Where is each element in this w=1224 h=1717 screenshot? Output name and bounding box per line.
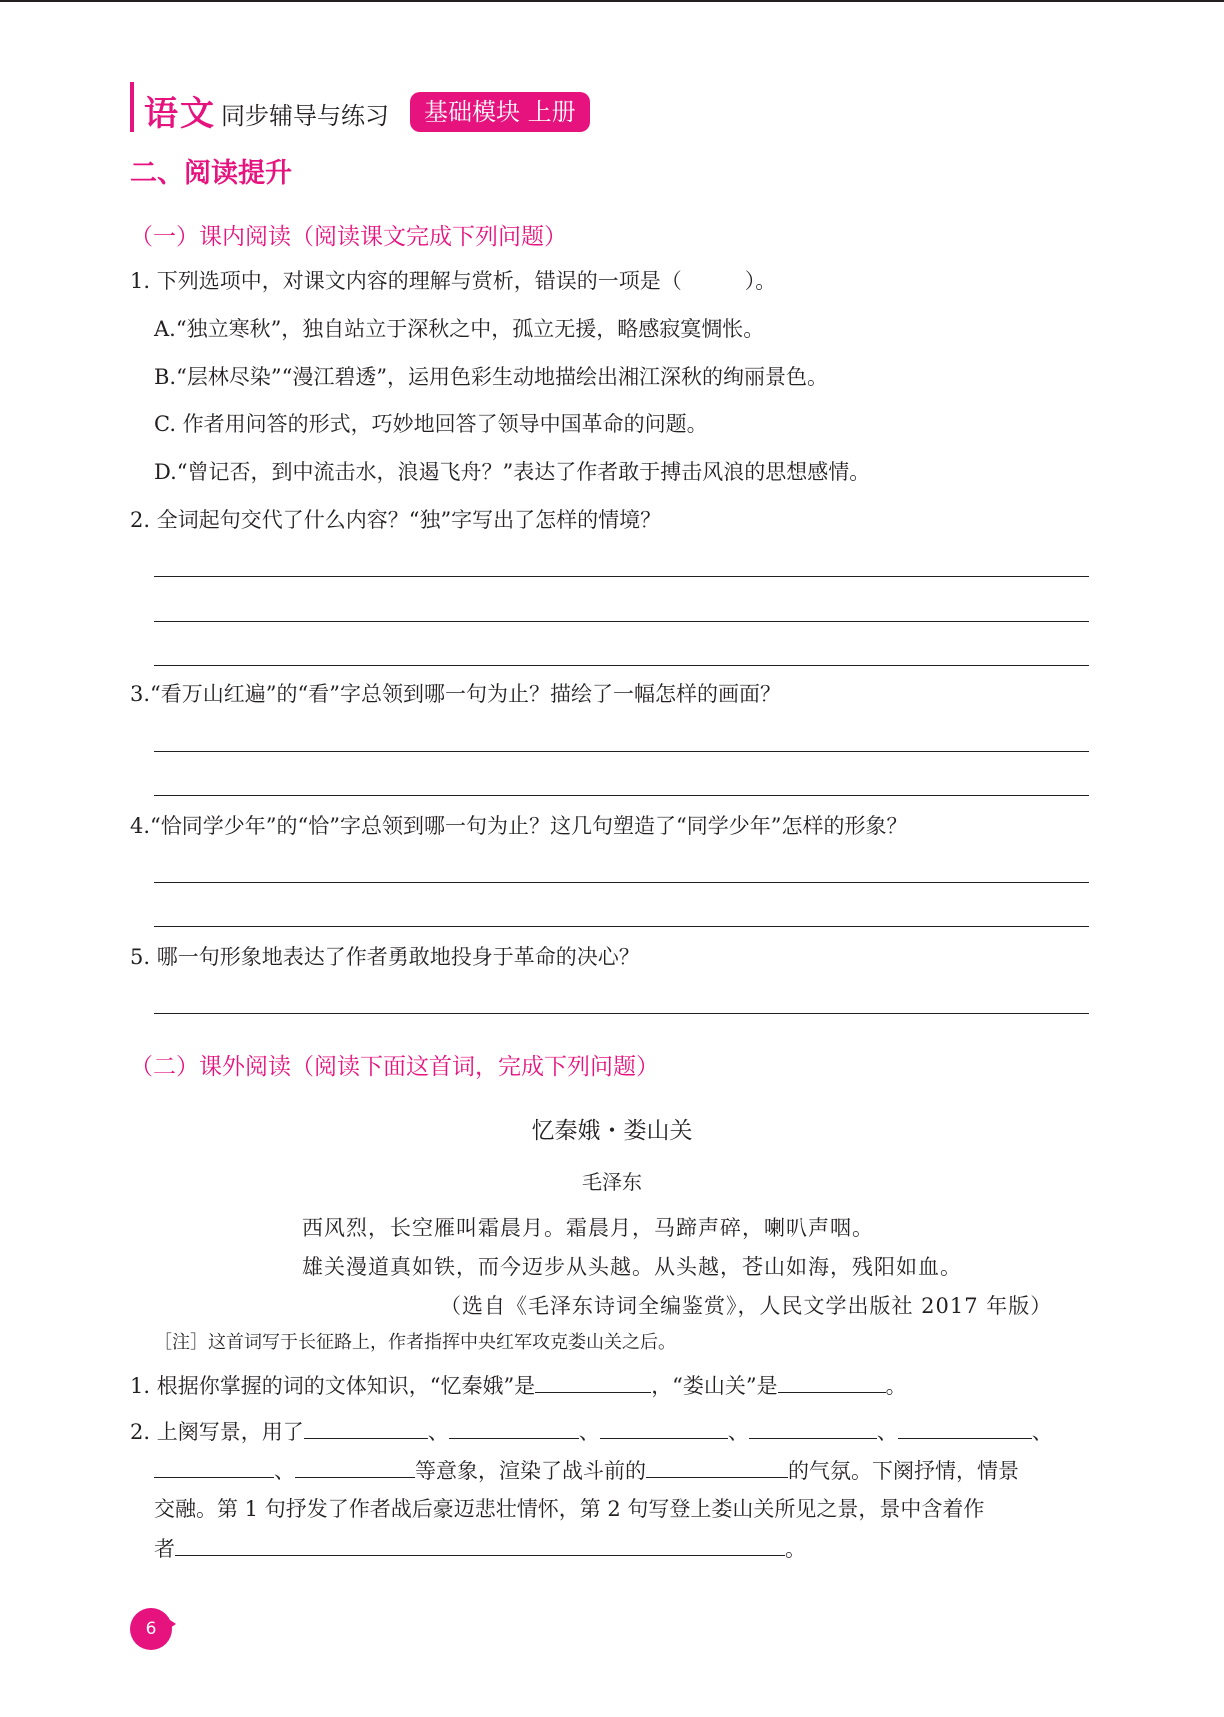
fill-blank[interactable] bbox=[600, 1416, 728, 1439]
answer-line[interactable] bbox=[154, 576, 1089, 577]
part1-q1-option-d: D.“曾记否，到中流击水，浪遏飞舟？”表达了作者敢于搏击风浪的思想感情。 bbox=[154, 460, 871, 484]
fill-blank[interactable] bbox=[646, 1455, 788, 1478]
fill-blank[interactable] bbox=[449, 1416, 579, 1439]
separator: 、 bbox=[1031, 1420, 1053, 1444]
part1-q5: 5. 哪一句形象地表达了作者勇敢地投身于革命的决心？ bbox=[130, 945, 640, 969]
header-badge: 基础模块 上册 bbox=[410, 92, 590, 132]
part2-q1-text-b: ，“娄山关”是 bbox=[651, 1374, 778, 1398]
part1-q1-option-b: B.“层林尽染”“漫江碧透”，运用色彩生动地描绘出湘江深秋的绚丽景色。 bbox=[154, 365, 829, 389]
answer-line[interactable] bbox=[154, 665, 1089, 666]
fill-blank[interactable] bbox=[749, 1416, 877, 1439]
part1-q4: 4.“恰同学少年”的“恰”字总领到哪一句为止？这几句塑造了“同学少年”怎样的形象？ bbox=[130, 814, 908, 838]
part2-q1-text-c: 。 bbox=[885, 1374, 907, 1398]
page-number: 6 bbox=[130, 1608, 172, 1650]
part1-q2: 2. 全词起句交代了什么内容？“独”字写出了怎样的情境？ bbox=[130, 508, 662, 532]
part2-q2-end: 。 bbox=[785, 1537, 806, 1561]
fill-blank[interactable] bbox=[304, 1416, 428, 1439]
top-rule bbox=[0, 0, 1224, 2]
part1-q1-option-c: C. 作者用问答的形式，巧妙地回答了领导中国革命的问题。 bbox=[154, 412, 708, 436]
answer-line[interactable] bbox=[154, 1013, 1089, 1014]
separator: 、 bbox=[727, 1420, 749, 1444]
part2-q1 bbox=[130, 1370, 907, 1401]
part2-q2-line3: 交融。第 1 句抒发了作者战后豪迈悲壮情怀，第 2 句写登上娄山关所见之景，景中含着作 bbox=[154, 1497, 985, 1521]
part1-q1-stem: 1. 下列选项中，对课文内容的理解与赏析，错误的一项是（ ）。 bbox=[130, 269, 777, 293]
fill-blank[interactable] bbox=[175, 1533, 785, 1556]
part2-q2-line4 bbox=[154, 1533, 806, 1564]
poem-note: ［注］这首词写于长征路上，作者指挥中央红军攻克娄山关之后。 bbox=[154, 1332, 676, 1353]
answer-line[interactable] bbox=[154, 926, 1089, 927]
answer-line[interactable] bbox=[154, 795, 1089, 796]
part2-q2-line2 bbox=[154, 1455, 1019, 1486]
answer-line[interactable] bbox=[154, 882, 1089, 883]
answer-line[interactable] bbox=[154, 751, 1089, 752]
separator: 、 bbox=[876, 1420, 898, 1444]
part1-q3: 3.“看万山红遍”的“看”字总领到哪一句为止？描绘了一幅怎样的画面？ bbox=[130, 682, 781, 706]
header-series: 同步辅导与练习 bbox=[221, 102, 389, 130]
fill-blank[interactable] bbox=[535, 1370, 651, 1393]
poem-source: （选自《毛泽东诗词全编鉴赏》，人民文学出版社 2017 年版） bbox=[440, 1294, 1053, 1318]
poem-line: 西风烈，长空雁叫霜晨月。霜晨月，马蹄声碎，喇叭声咽。 bbox=[302, 1216, 874, 1240]
fill-blank[interactable] bbox=[154, 1455, 274, 1478]
part2-q2-line1 bbox=[130, 1416, 1053, 1447]
section-title: 二、阅读提升 bbox=[130, 158, 292, 189]
part2-q2-mid: 等意象，渲染了战斗前的 bbox=[415, 1459, 646, 1483]
part2-q2-start: 2. 上阕写景，用了 bbox=[130, 1420, 304, 1444]
poem-author: 毛泽东 bbox=[582, 1170, 642, 1194]
header-subject: 语文 bbox=[144, 94, 216, 134]
answer-line[interactable] bbox=[154, 621, 1089, 622]
part1-q1-option-a: A.“独立寒秋”，独自站立于深秋之中，孤立无援，略感寂寞惆怅。 bbox=[154, 317, 765, 341]
fill-blank[interactable] bbox=[898, 1416, 1032, 1439]
separator: 、 bbox=[274, 1459, 295, 1483]
poem-line: 雄关漫道真如铁，而今迈步从头越。从头越，苍山如海，残阳如血。 bbox=[302, 1255, 962, 1279]
poem-title: 忆秦娥・娄山关 bbox=[531, 1118, 693, 1144]
separator: 、 bbox=[578, 1420, 600, 1444]
separator: 、 bbox=[427, 1420, 449, 1444]
part2-q2-after: 的气氛。下阕抒情，情景 bbox=[788, 1459, 1019, 1483]
part2-q2-line4-start: 者 bbox=[154, 1537, 175, 1561]
part2-q1-text-a: 1. 根据你掌握的词的文体知识，“忆秦娥”是 bbox=[130, 1374, 536, 1398]
part2-title: （二）课外阅读（阅读下面这首词，完成下列问题） bbox=[130, 1054, 659, 1080]
fill-blank[interactable] bbox=[778, 1370, 886, 1393]
part1-title: （一）课内阅读（阅读课文完成下列问题） bbox=[130, 224, 567, 250]
fill-blank[interactable] bbox=[295, 1455, 415, 1478]
header-accent-bar bbox=[130, 82, 134, 132]
